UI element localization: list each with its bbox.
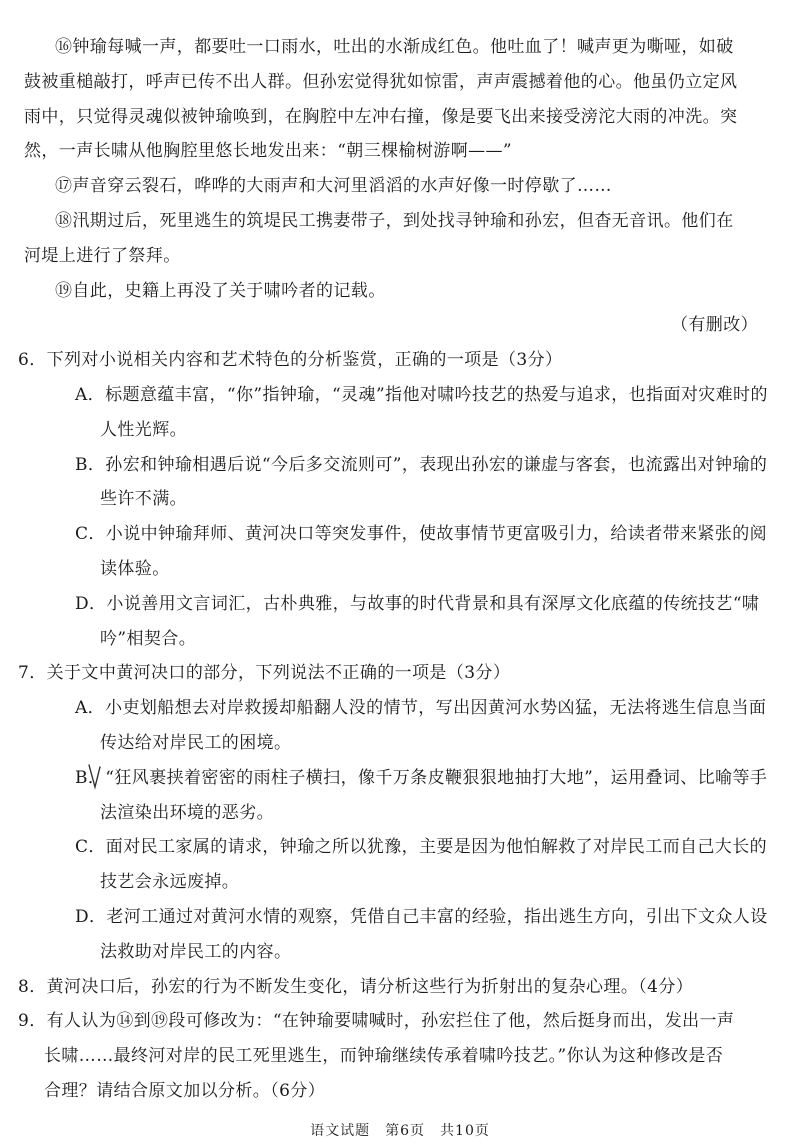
q6-option-a: A．标题意蕴丰富，“你”指钟瑜，“灵魂”指他对啸吟技艺的热爱与追求，也指面对灾难时的 [75, 385, 768, 405]
passage-line: 然，一声长啸从他胸腔里悠长地发出来：“朝三棵榆树游啊——” [24, 141, 512, 162]
q7-option-c: C．面对民工家属的请求，钟瑜之所以犹豫，主要是因为他怕解救了对岸民工而自己大长的 [75, 837, 768, 858]
q7-option-c-cont: 技艺会永远废掉。 [100, 872, 240, 893]
passage-line: ⑲自此，史籍上再没了关于啸吟者的记载。 [55, 280, 386, 301]
q7-option-a-cont: 传达给对岸民工的困境。 [100, 733, 292, 753]
passage-line: 鼓被重槌敲打，呼声已传不出人群。但孙宏觉得犹如惊雷，声声震撼着他的心。他虽仍立定风 [24, 71, 738, 92]
edit-note: （有删改） [671, 315, 758, 336]
q7-option-d: D．老河工通过对黄河水情的观察，凭借自己丰富的经验，指出逃生方向，引出下文众人设 [75, 907, 768, 927]
passage-line: 河堤上进行了祭拜。 [24, 245, 181, 266]
q7-option-d-cont: 法救助对岸民工的内容。 [100, 941, 292, 962]
passage-line: ⑯钟瑜每喊一声，都要吐一口雨水，吐出的水渐成红色。他吐血了！喊声更为嘶哑，如破 [55, 37, 734, 57]
q7-option-a: A．小吏划船想去对岸救援却船翻人没的情节，写出因黄河水势凶猛，无法将逃生信息当面 [75, 698, 767, 719]
question-8: 8．黄河决口后，孙宏的行为不断发生变化，请分析这些行为折射出的复杂心理。（4分） [18, 976, 694, 997]
question-7-stem: 7．关于文中黄河决口的部分，下列说法不正确的一项是（3分） [18, 663, 511, 684]
q6-option-c: C．小说中钟瑜拜师、黄河决口等突发事件，使故事情节更富吸引力，给读者带来紧张的阅 [75, 524, 768, 545]
q6-option-b: B．孙宏和钟瑜相遇后说“今后多交流则可”，表现出孙宏的谦虚与客套，也流露出对钟瑜的 [75, 454, 768, 475]
q7-option-b: B．“狂风裹挟着密密的雨柱子横扫，像千万条皮鞭狠狠地抽打大地”，运用叠词、比喻等手 [75, 767, 768, 788]
passage-line: ⑱汛期过后，死里逃生的筑堤民工携妻带子，到处找寻钟瑜和孙宏，但杳无音讯。他们在 [55, 211, 734, 231]
q7-option-b-cont: 法渲染出环境的恶劣。 [100, 802, 274, 823]
passage-line: 雨中，只觉得灵魂似被钟瑜唤到，在胸腔中左冲右撞，像是要飞出来接受滂沱大雨的冲洗。突 [24, 106, 738, 127]
question-9-line: 合理？请结合原文加以分析。（6分） [44, 1081, 326, 1101]
q6-option-d: D．小说善用文言词汇，古朴典雅，与故事的时代背景和具有深厚文化底蕴的传统技艺“啸 [75, 593, 760, 614]
q6-option-a-cont: 人性光辉。 [100, 419, 187, 440]
question-6-stem: 6．下列对小说相关内容和艺术特色的分析鉴赏，正确的一项是（3分） [18, 350, 563, 371]
pen-mark-icon [86, 763, 102, 793]
page-footer: 语文试题 第6页 共10页 [310, 1123, 490, 1139]
q6-option-d-cont: 吟”相契合。 [100, 628, 197, 649]
question-9-line: 长啸……最终河对岸的民工死里逃生，而钟瑜继续传承着啸吟技艺。”你认为这种修改是否 [44, 1046, 724, 1067]
question-9-line: 9．有人认为⑭到⑲段可修改为：“在钟瑜要啸喊时，孙宏拦住了他，然后挺身而出，发出一声 [18, 1011, 735, 1032]
q6-option-c-cont: 读体验。 [100, 559, 170, 579]
q6-option-b-cont: 些许不满。 [100, 489, 187, 510]
passage-line: ⑰声音穿云裂石，哗哗的大雨声和大河里滔滔的水声好像一时停歇了…… [55, 176, 612, 197]
